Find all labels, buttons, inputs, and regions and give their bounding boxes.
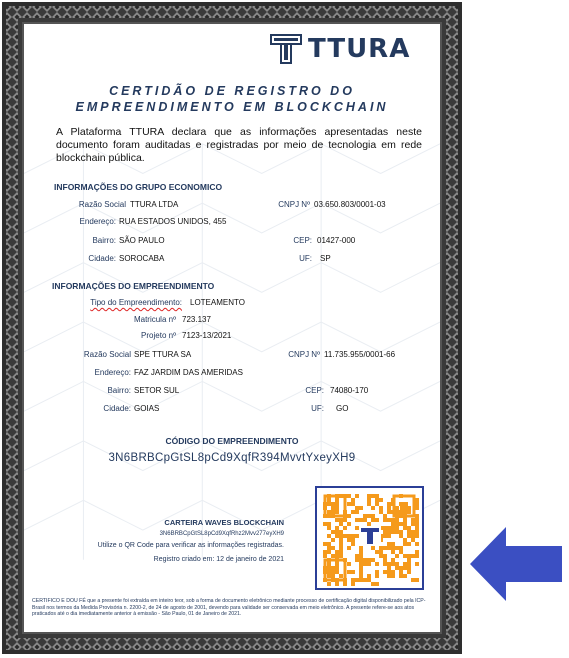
- footer-legal-text: CERTIFICO E DOU FÉ que a presente foi extraída em inteiro teor, sob a forma de documento eletrônico mediante processo de certificação digital disponibilizado pela ICP-Brasil nos termos da Medida Provisória n. 2200-2, de 24 de agosto de 2001, devendo para validade ser conservada em meio eletrônico. A presente refere-se aos atos praticados até o dia imediatamente anterior à emissão - São Paulo, 01 de Janeiro de 2021.: [32, 598, 426, 617]
- certificate-page: [22, 22, 442, 634]
- emp-bairro-value: SETOR SUL: [134, 386, 180, 395]
- grupo-bairro-value: SÃO PAULO: [119, 236, 165, 245]
- emp-cep-value: 74080-170: [330, 386, 369, 395]
- intro-paragraph: A Plataforma TTURA declara que as informações apresentadas neste documento foram auditadas e registradas por meio de tecnologia em rede blockchain pública.: [56, 126, 422, 164]
- emp-uf-value: GO: [336, 404, 349, 413]
- wallet-address: 3N6BRBCpGtSL8pCd9XqfRhz2Mvv277eyXH9: [159, 531, 284, 537]
- grupo-endereco-value: RUA ESTADOS UNIDOS, 455: [119, 217, 227, 226]
- emp-endereco-value: FAZ JARDIM DAS AMERIDAS: [134, 368, 243, 377]
- emp-matricula-label: Matricula nº: [133, 315, 176, 324]
- grupo-cep-label: CEP:: [293, 236, 312, 245]
- left-arrow-icon: [470, 527, 562, 601]
- codigo-value: 3N6BRBCpGtSL8pCd9XqfR394MvvtYxeyXH9: [108, 452, 356, 464]
- emp-bairro-label: Bairro:: [107, 386, 131, 395]
- brand-name: TTURA: [308, 34, 411, 64]
- wallet-info: Utilize o QR Code para verificar as informações registradas.: [97, 542, 284, 549]
- ttura-logo-icon: [270, 34, 302, 64]
- emp-cidade-label: Cidade:: [103, 404, 131, 413]
- codigo-heading: CÓDIGO DO EMPREENDIMENTO: [165, 436, 299, 446]
- grupo-endereco-label: Endereço:: [79, 217, 116, 226]
- emp-projeto-value: 7123-13/2021: [182, 331, 232, 340]
- emp-projeto-label: Projeto nº: [141, 331, 176, 340]
- emp-tipo-label: Tipo do Empreendimento:: [90, 298, 182, 307]
- grupo-cep-value: 01427-000: [317, 236, 356, 245]
- qr-code-box[interactable]: [315, 486, 424, 590]
- emp-matricula-value: 723.137: [182, 315, 211, 324]
- grupo-uf-value: SP: [320, 254, 331, 263]
- emp-tipo-value: LOTEAMENTO: [190, 298, 245, 307]
- grupo-uf-label: UF:: [299, 254, 312, 263]
- section-empreendimento-heading: INFORMAÇÕES DO EMPREENDIMENTO: [52, 281, 215, 291]
- emp-cep-label: CEP:: [305, 386, 324, 395]
- emp-cidade-value: GOIAS: [134, 404, 160, 413]
- section-grupo-heading: INFORMAÇÕES DO GRUPO ECONOMICO: [54, 182, 223, 192]
- emp-razao-value: SPE TTURA SA: [134, 350, 192, 359]
- grupo-cnpj-value: 03.650.803/0001-03: [314, 200, 386, 209]
- wallet-heading: CARTEIRA WAVES BLOCKCHAIN: [164, 518, 284, 527]
- emp-cnpj-label: CNPJ Nº: [288, 350, 320, 359]
- emp-endereco-label: Endereço:: [94, 368, 131, 377]
- grupo-cnpj-label: CNPJ Nº: [278, 200, 310, 209]
- emp-cnpj-value: 11.735.955/0001-66: [324, 350, 396, 359]
- emp-razao-label: Razão Social: [83, 350, 131, 359]
- wallet-date: Registro criado em: 12 de janeiro de 2021: [153, 556, 284, 563]
- qr-code-icon[interactable]: [317, 488, 422, 588]
- emp-uf-label: UF:: [311, 404, 324, 413]
- grupo-bairro-label: Bairro:: [92, 236, 116, 245]
- grupo-razao-value: TTURA LTDA: [130, 200, 179, 209]
- grupo-razao-label: Razão Social: [78, 200, 126, 209]
- certificate-title-line1: CERTIDÃO DE REGISTRO DO: [109, 84, 355, 98]
- brand-logo: [270, 34, 410, 64]
- grupo-cidade-label: Cidade:: [88, 254, 116, 263]
- grupo-cidade-value: SOROCABA: [119, 254, 165, 263]
- certificate-title-line2: EMPREENDIMENTO EM BLOCKCHAIN: [75, 100, 389, 114]
